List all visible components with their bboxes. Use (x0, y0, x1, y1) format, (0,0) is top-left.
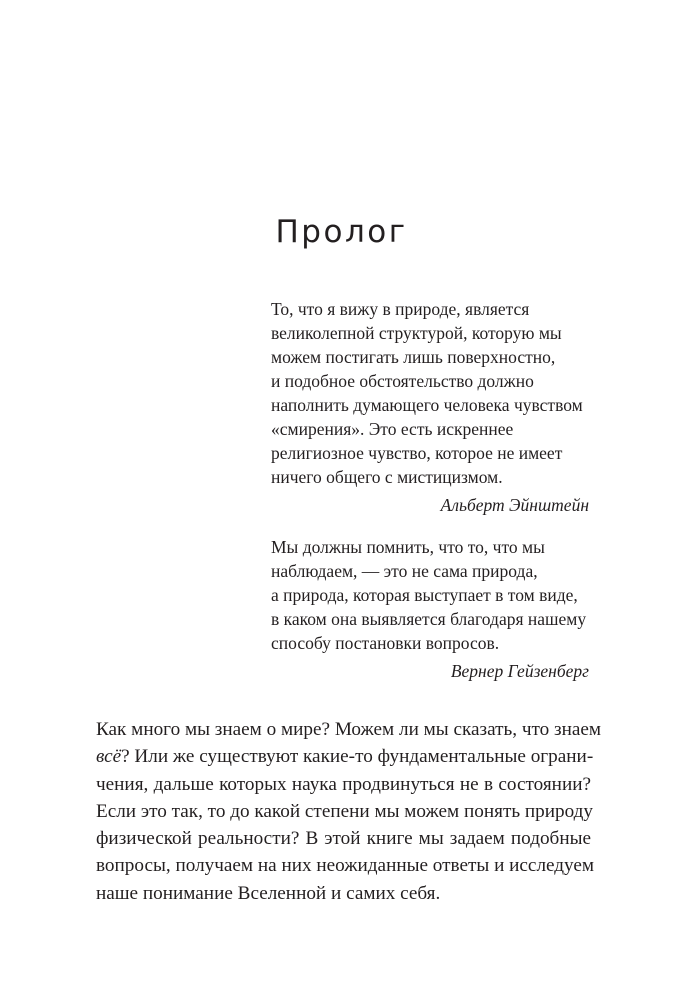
paragraph-line (96, 743, 594, 770)
epigraph-line: наполнить думающего человека чувством (271, 395, 583, 415)
paragraph-line: физической реальности? В этой книге мы задаем подобные (96, 828, 591, 850)
paragraph-line: Как много мы знаем о мире? Можем ли мы сказать, что знаем (96, 719, 602, 740)
epigraph-line: Мы должны помнить, что то, что мы (271, 537, 545, 557)
emphasis-word: всё (96, 746, 122, 768)
paragraph-line: чения, дальше которых наука продвинуться не в состоянии? (96, 773, 591, 795)
epigraph-line: То, что я вижу в природе, является (271, 299, 530, 319)
paragraph-line-rest: ? Или же существуют какие-то фундаментальные ограни- (121, 746, 594, 768)
page-title: Пролог (275, 214, 408, 250)
epigraph-line: наблюдаем, — это не сама природа, (271, 561, 538, 581)
paragraph-line: Если это так, то до какой степени мы можем понять природу (96, 800, 594, 822)
epigraph-line: ничего общего с мистицизмом. (271, 467, 503, 487)
paragraph-line: вопросы, получаем на них неожиданные ответы и исследуем (96, 855, 595, 877)
epigraph-line: и подобное обстоятельство должно (271, 371, 534, 391)
paragraph-line: наше понимание Вселенной и самих себя. (96, 882, 441, 904)
epigraph-author: Альберт Эйнштейн (440, 495, 589, 515)
epigraph-line: а природа, которая выступает в том виде, (271, 585, 578, 605)
epigraph-line: великолепной структурой, которую мы (271, 323, 562, 343)
epigraph-line: можем постигать лишь поверхностно, (271, 347, 556, 367)
epigraph-einstein (271, 297, 589, 517)
epigraph-line: религиозное чувство, которое не имеет (271, 443, 563, 463)
epigraph-line: способу постановки вопросов. (271, 633, 500, 653)
epigraph-line: в каком она выявляется благодаря нашему (271, 609, 587, 629)
epigraph-heisenberg (271, 535, 589, 683)
epigraph-author: Вернер Гейзенберг (450, 661, 589, 681)
body-paragraph (96, 716, 602, 907)
epigraph-line: «смирения». Это есть искреннее (271, 419, 514, 439)
